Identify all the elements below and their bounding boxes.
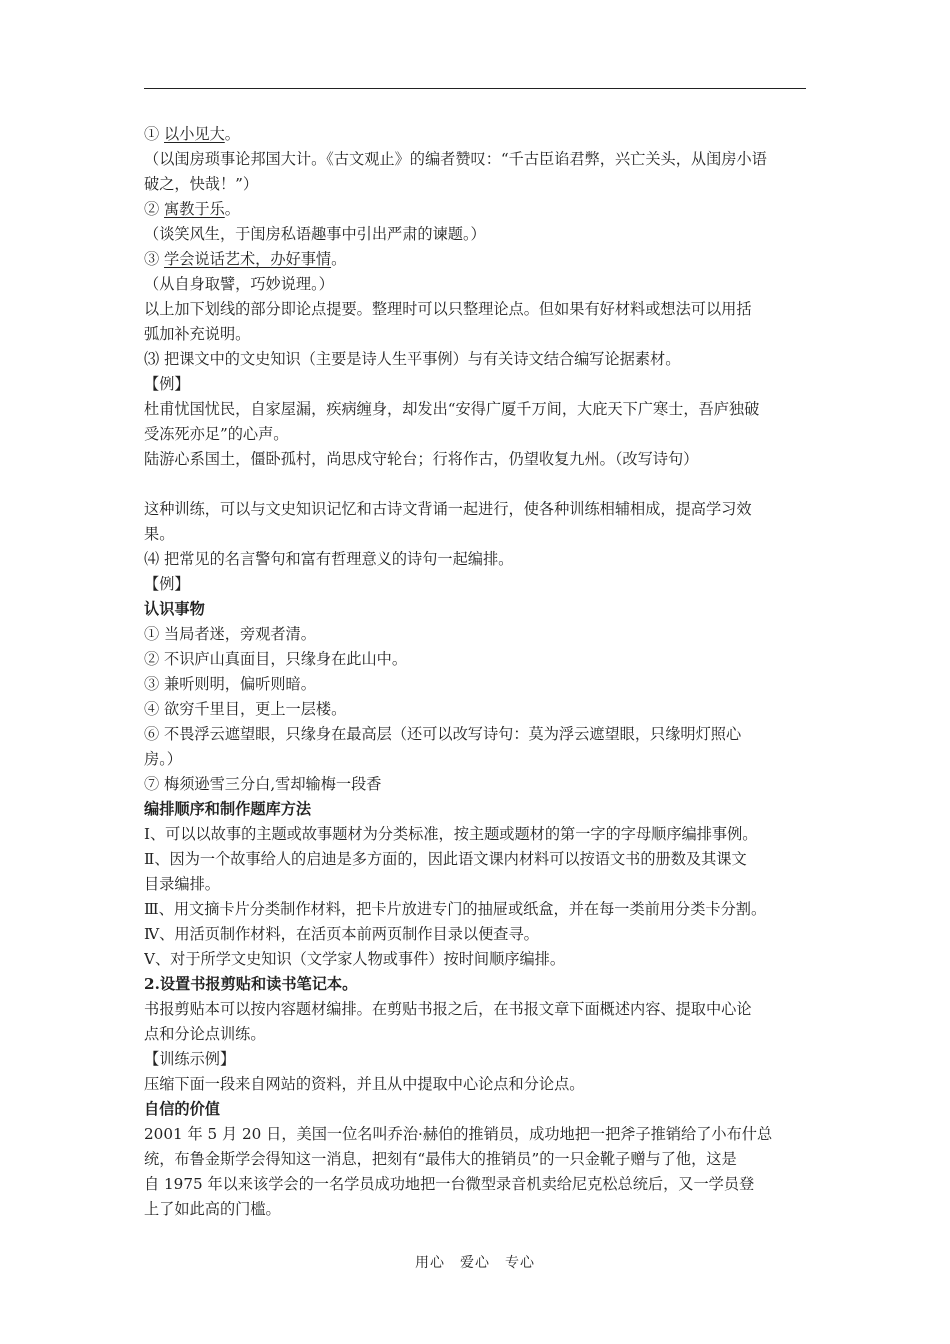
example-label: 【训练示例】: [144, 1050, 236, 1068]
point-line: ② 寓教于乐。: [144, 200, 240, 218]
text-line: Ⅰ、可以以故事的主题或故事题材为分类标准，按主题或题材的第一字的字母顺序编排事例。: [144, 825, 758, 843]
section-heading: 认识事物: [144, 600, 205, 618]
text-line: Ⅲ、用文摘卡片分类制作材料，把卡片放进专门的抽屉或纸盒，并在每一类前用分类卡分割。: [144, 900, 767, 918]
text-line: 上了如此高的门槛。: [144, 1200, 281, 1218]
underlined-point: 学会说话艺术，办好事情: [164, 250, 332, 268]
text-line: Ⅱ、因为一个故事给人的启迪是多方面的，因此语文课内材料可以按语文书的册数及其课文: [144, 850, 747, 868]
text-line: （从自身取譬，巧妙说理。）: [144, 275, 334, 293]
text-line: 破之，快哉！”）: [144, 175, 259, 193]
section-heading: 编排顺序和制作题库方法: [144, 800, 312, 818]
text-line: 果。: [144, 525, 175, 543]
text-line: 统，布鲁金斯学会得知这一消息，把刻有“最伟大的推销员”的一只金靴子赠与了他，这是: [144, 1150, 737, 1168]
text-line: ⑶ 把课文中的文史知识（主要是诗人生平事例）与有关诗文结合编写论据素材。: [144, 350, 681, 368]
document-body: [144, 122, 810, 1222]
quote-item: ④ 欲穷千里目，更上一层楼。: [144, 700, 347, 718]
quote-item: ② 不识庐山真面目，只缘身在此山中。: [144, 650, 408, 668]
underlined-point: 寓教于乐: [164, 200, 225, 218]
text-line: 自 1975 年以来该学会的一名学员成功地把一台微型录音机卖给尼克松总统后，又一学员登: [144, 1175, 755, 1193]
text-line: 点和分论点训练。: [144, 1025, 266, 1043]
quote-item: ① 当局者迷，旁观者清。: [144, 625, 316, 643]
text-line: （以闺房琐事论邦国大计。《古文观止》的编者赞叹：“千古臣谄君弊，兴亡关头，从闺房小语: [144, 150, 767, 168]
text-line: Ⅳ、用活页制作材料，在活页本前两页制作目录以便查寻。: [144, 925, 539, 943]
text-line: 陆游心系国土，僵卧孤村，尚思戍守轮台；行将作古，仍望收复九州。（改写诗句）: [144, 450, 699, 468]
quote-item: ③ 兼听则明，偏听则暗。: [144, 675, 316, 693]
section-heading: 自信的价值: [144, 1100, 220, 1118]
text-line: 房。）: [144, 750, 182, 768]
quote-item: ⑥ 不畏浮云遮望眼，只缘身在最高层（还可以改写诗句：莫为浮云遮望眼，只缘明灯照心: [144, 725, 742, 743]
text-line: Ⅴ、对于所学文史知识（文学家人物或事件）按时间顺序编排。: [144, 950, 566, 968]
text-line: 压缩下面一段来自网站的资料，并且从中提取中心论点和分论点。: [144, 1075, 585, 1093]
text-line: ⑷ 把常见的名言警句和富有哲理意义的诗句一起编排。: [144, 550, 514, 568]
point-line: ① 以小见大。: [144, 125, 240, 143]
example-label: 【例】: [144, 375, 190, 393]
section-heading: 2.设置书报剪贴和读书笔记本。: [144, 975, 358, 993]
page-footer: 用心 爱心 专心: [415, 1255, 535, 1271]
underlined-point: 以小见大: [164, 125, 225, 143]
text-line: 书报剪贴本可以按内容题材编排。在剪贴书报之后，在书报文章下面概述内容、提取中心论: [144, 1000, 752, 1018]
text-line: 受冻死亦足”的心声。: [144, 425, 289, 443]
text-line: 2001 年 5 月 20 日，美国一位名叫乔治·赫伯的推销员，成功地把一把斧子推销给了小布什总: [144, 1125, 773, 1143]
text-line: （谈笑风生，于闺房私语趣事中引出严肃的谏题。）: [144, 225, 486, 243]
text-line: 以上加下划线的部分即论点提要。整理时可以只整理论点。但如果有好材料或想法可以用括: [144, 300, 752, 318]
text-line: 这种训练，可以与文史知识记忆和古诗文背诵一起进行，使各种训练相辅相成，提高学习效: [144, 500, 752, 518]
point-line: ③ 学会说话艺术，办好事情。: [144, 250, 347, 268]
text-line: 弧加补充说明。: [144, 325, 251, 343]
example-label: 【例】: [144, 575, 190, 593]
header-rule: [144, 88, 806, 89]
quote-item: ⑦ 梅须逊雪三分白,雪却输梅一段香: [144, 775, 382, 793]
text-line: 杜甫忧国忧民，自家屋漏，疾病缠身，却发出“安得广厦千万间，大庇天下广寒士，吾庐独破: [144, 400, 760, 418]
blank-line: [144, 472, 810, 497]
text-line: 目录编排。: [144, 875, 220, 893]
